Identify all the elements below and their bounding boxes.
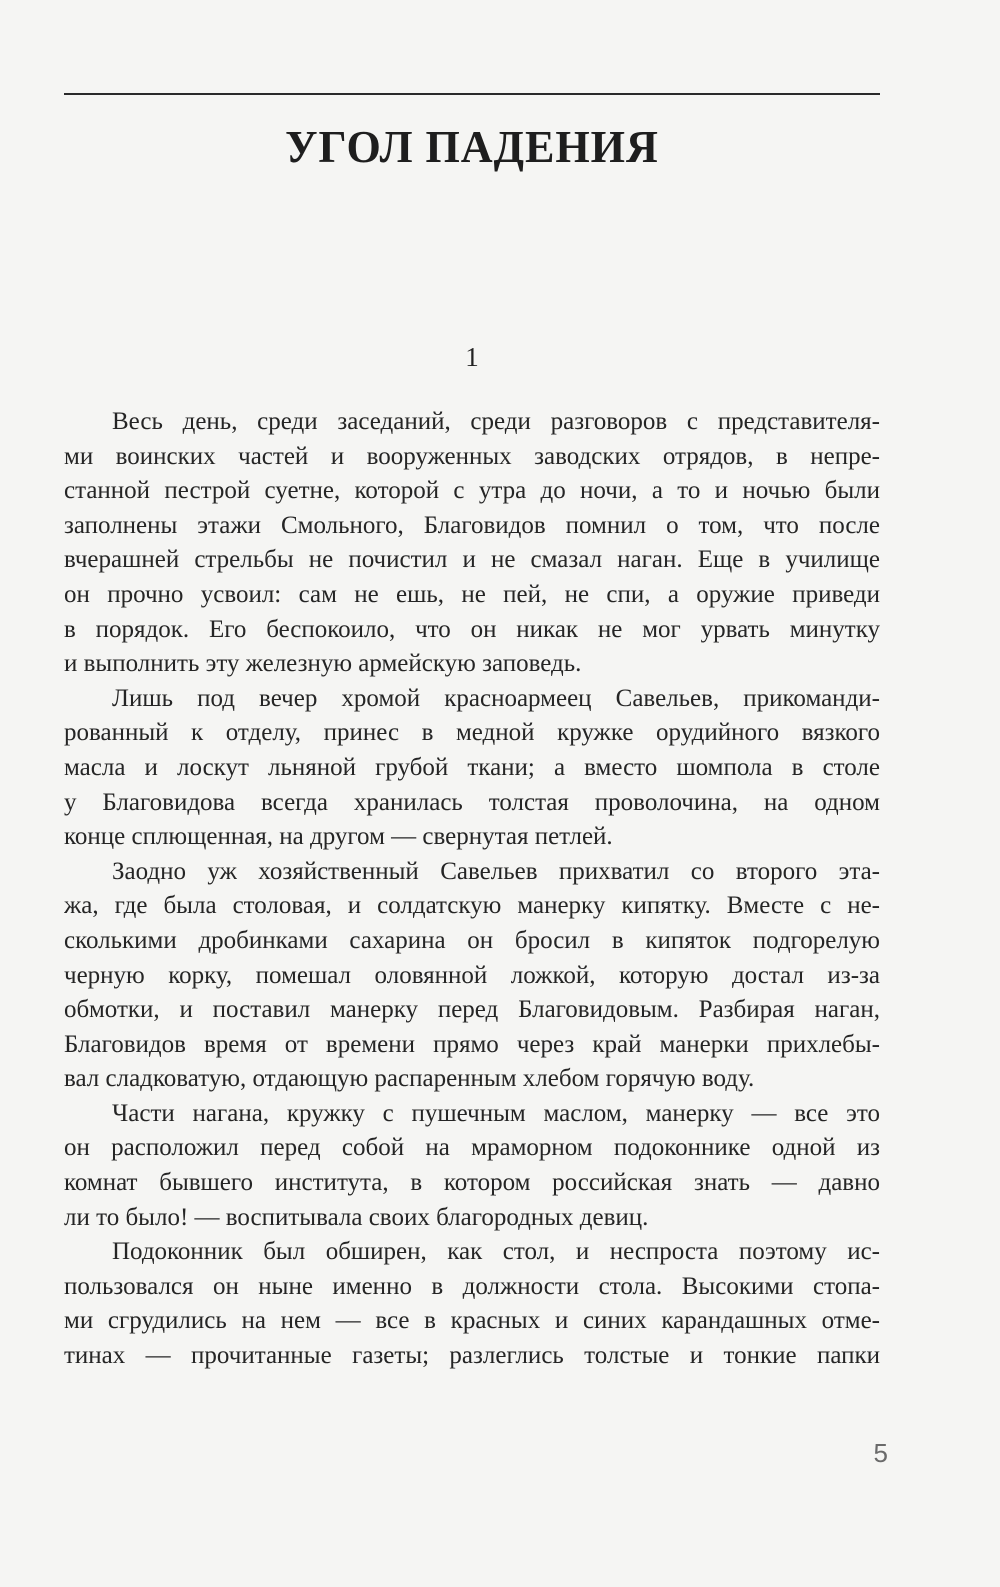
text-line: пользовался он ныне именно в должности стола. Высокими стопа- xyxy=(64,1272,880,1300)
paragraph xyxy=(64,855,880,1097)
text-line: он расположил перед собой на мраморном подоконнике одной из xyxy=(64,1134,880,1162)
text-line: Заодно уж хозяйственный Савельев прихватил со второго эта- xyxy=(112,857,880,885)
text-line: обмотки, и поставил манерку перед Благовидовым. Разбирая наган, xyxy=(64,996,880,1024)
text-line: Благовидов время от времени прямо через край манерки прихлебы- xyxy=(64,1030,880,1058)
paragraph xyxy=(64,682,880,855)
text-line: заполнены этажи Смольного, Благовидов помнил о том, что после xyxy=(64,511,880,539)
text-line: рованный к отделу, принес в медной кружке орудийного вязкого xyxy=(64,719,880,747)
text-line: у Благовидова всегда хранилась толстая проволочина, на одном xyxy=(64,788,880,816)
body-text xyxy=(64,405,880,1374)
text-line: он прочно усвоил: сам не ешь, не пей, не спи, а оружие приведи xyxy=(64,580,880,608)
header-rule xyxy=(64,93,880,95)
text-line: ли то было! — воспитывала своих благородных девиц. xyxy=(64,1203,649,1231)
text-line: Подоконник был обширен, как стол, и неспроста поэтому ис- xyxy=(112,1238,880,1266)
text-line: жа, где была столовая, и солдатскую манерку кипятку. Вместе с не- xyxy=(64,892,880,920)
text-line: сколькими дробинками сахарина он бросил в кипяток подгорелую xyxy=(64,926,880,954)
chapter-title: УГОЛ ПАДЕНИЯ xyxy=(285,121,659,172)
text-line: в порядок. Его беспокоило, что он никак не мог урвать минутку xyxy=(64,615,880,643)
chapter-number: 1 xyxy=(465,342,479,372)
text-line: ми воинских частей и вооруженных заводских отрядов, в непре- xyxy=(64,442,880,470)
text-line: конце сплющенная, на другом — свернутая петлей. xyxy=(64,823,613,851)
paragraph xyxy=(64,1097,880,1235)
text-line: вал сладковатую, отдающую распаренным хлебом горячую воду. xyxy=(64,1065,755,1093)
page-number: 5 xyxy=(873,1438,888,1468)
text-line: вчерашней стрельбы не почистил и не смазал наган. Еще в училище xyxy=(64,546,880,574)
text-line: черную корку, помешал оловянной ложкой, которую достал из-за xyxy=(64,961,880,989)
text-line: масла и лоскут льняной грубой ткани; а вместо шомпола в столе xyxy=(64,753,880,781)
paragraph xyxy=(64,405,880,682)
text-line: ми сгрудились на нем — все в красных и синих карандашных отме- xyxy=(64,1307,880,1335)
text-line: станной пестрой суетне, которой с утра до ночи, а то и ночью были xyxy=(64,477,880,505)
text-line: Части нагана, кружку с пушечным маслом, манерку — все это xyxy=(112,1099,880,1127)
text-line: тинах — прочитанные газеты; разлеглись толстые и тонкие папки xyxy=(64,1342,880,1370)
text-line: Лишь под вечер хромой красноармеец Савельев, прикоманди- xyxy=(112,684,880,712)
text-line: комнат бывшего института, в котором российская знать — давно xyxy=(64,1169,880,1197)
paragraph xyxy=(64,1235,880,1373)
text-line: и выполнить эту железную армейскую заповедь. xyxy=(64,650,582,678)
text-line: Весь день, среди заседаний, среди разговоров с представителя- xyxy=(112,408,880,435)
